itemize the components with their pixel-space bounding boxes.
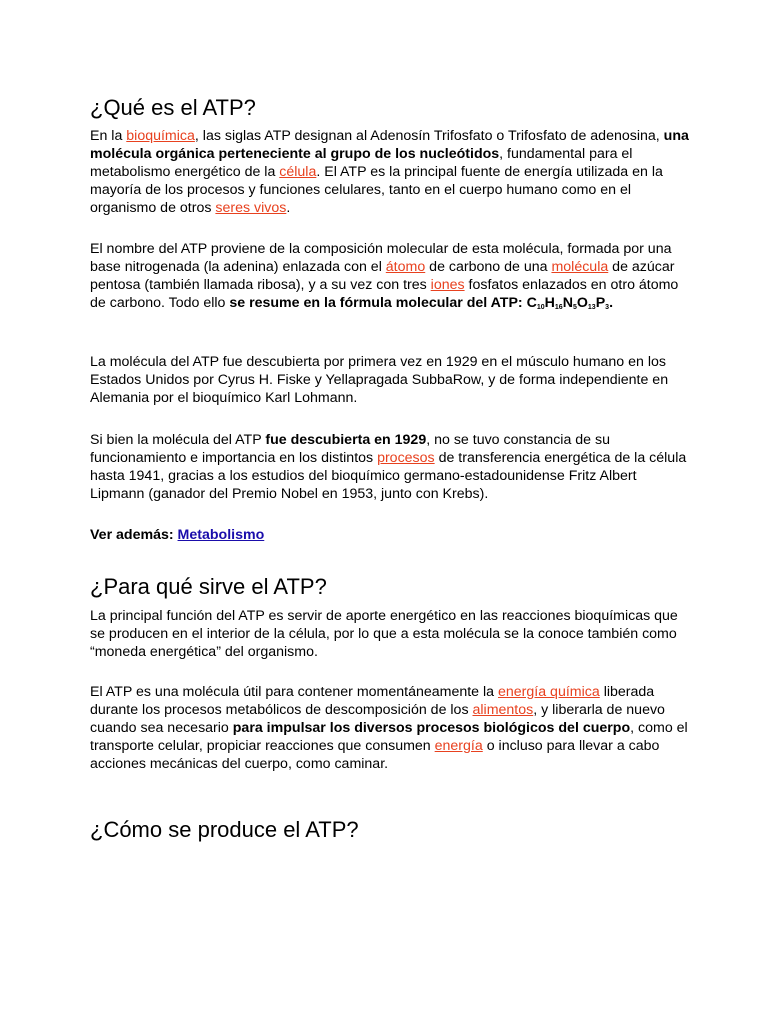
- subscript: 10: [536, 304, 545, 311]
- formula-text: O: [576, 295, 588, 311]
- text: Si bien la molécula del ATP: [90, 432, 266, 448]
- subscript: 3: [605, 304, 610, 311]
- link-molecula[interactable]: molécula: [551, 259, 609, 275]
- link-metabolismo[interactable]: Metabolismo: [177, 527, 265, 543]
- heading-para-que-sirve: ¿Para qué sirve el ATP?: [90, 574, 327, 599]
- text: liberada durante los procesos metabólicos de descomposición de los: [90, 684, 655, 718]
- subscript: 5: [572, 304, 577, 311]
- link-iones[interactable]: iones: [430, 277, 465, 293]
- subscript: 13: [587, 304, 596, 311]
- text: , como el transporte celular, propiciar reacciones que consumen: [90, 720, 688, 754]
- text: , fundamental para el metabolismo energético de la: [90, 146, 633, 180]
- formula-text: .: [609, 295, 614, 311]
- text: , no se tuvo constancia de su funcionamiento e importancia en los distintos: [90, 432, 610, 466]
- formula-text: P: [595, 295, 606, 311]
- formula-text: se resume en la fórmula molecular del ATP: C: [229, 295, 537, 311]
- bold-text: una molécula orgánica perteneciente al grupo de los nucleótidos: [90, 128, 689, 162]
- text: .: [286, 200, 291, 216]
- link-atomo[interactable]: átomo: [385, 259, 426, 275]
- link-seres-vivos[interactable]: seres vivos: [215, 200, 287, 216]
- bold-text: para impulsar los diversos procesos biológicos del cuerpo: [232, 720, 631, 736]
- text: de azúcar pentosa (también llamada ribosa), y a su vez con tres: [90, 259, 675, 293]
- formula-text: N: [562, 295, 573, 311]
- text: , las siglas ATP designan al Adenosín Trifosfato o Trifosfato de adenosina,: [194, 128, 664, 144]
- paragraph-nombre: [90, 240, 690, 312]
- text: El ATP es una molécula útil para contener momentáneamente la: [90, 684, 498, 700]
- text: , y liberarla de nuevo cuando sea necesario: [90, 702, 665, 736]
- text: de carbono de una: [425, 259, 552, 275]
- see-also-label: Ver además:: [90, 527, 178, 543]
- formula-text: H: [544, 295, 555, 311]
- paragraph-definicion: [90, 127, 690, 217]
- link-energia-quimica[interactable]: energía química: [498, 684, 600, 700]
- paragraph-descubrimiento: La molécula del ATP fue descubierta por primera vez en 1929 en el músculo humano en los Estados Unidos por Cyrus H. Fiske y Yellapragada SubbaRow, y de forma independiente en Alemania por el bioquímico Karl Lohmann.: [90, 354, 669, 406]
- paragraph-funcion: La principal función del ATP es servir de aporte energético en las reacciones bioquímicas que se producen en el interior de la célula, por lo que a esta molécula se la conoce también como “moneda energética” del organismo.: [90, 608, 678, 660]
- text: fosfatos enlazados en otro átomo de carbono. Todo ello: [90, 277, 679, 311]
- link-energia[interactable]: energía: [434, 738, 483, 754]
- text: . El ATP es la principal fuente de energía utilizada en la mayoría de los procesos y funciones celulares, tanto en el cuerpo humano como en el organismo de otros: [90, 164, 663, 216]
- text: El nombre del ATP proviene de la composición molecular de esta molécula, formada por una base nitrogenada (la adenina) enlazada con el: [90, 241, 672, 275]
- paragraph-lipmann: [90, 431, 690, 503]
- link-procesos[interactable]: procesos: [377, 450, 435, 466]
- see-also: [90, 526, 690, 544]
- text: En la: [90, 128, 127, 144]
- bold-text: fue descubierta en 1929: [265, 432, 427, 448]
- link-alimentos[interactable]: alimentos: [472, 702, 534, 718]
- link-celula[interactable]: célula: [279, 164, 317, 180]
- link-bioquimica[interactable]: bioquímica: [126, 128, 195, 144]
- text: o incluso para llevar a cabo acciones mecánicas del cuerpo, como caminar.: [90, 738, 660, 772]
- heading-que-es-atp: ¿Qué es el ATP?: [90, 95, 256, 120]
- text: de transferencia energética de la célula hasta 1941, gracias a los estudios del bioquímico germano-estadounidense Fritz Albert Lipmann (ganador del Premio Nobel en 1953, junto con Krebs).: [90, 450, 687, 502]
- heading-como-se-produce: ¿Cómo se produce el ATP?: [90, 817, 359, 842]
- subscript: 16: [554, 304, 563, 311]
- formula: [229, 295, 613, 311]
- paragraph-energia: [90, 683, 690, 773]
